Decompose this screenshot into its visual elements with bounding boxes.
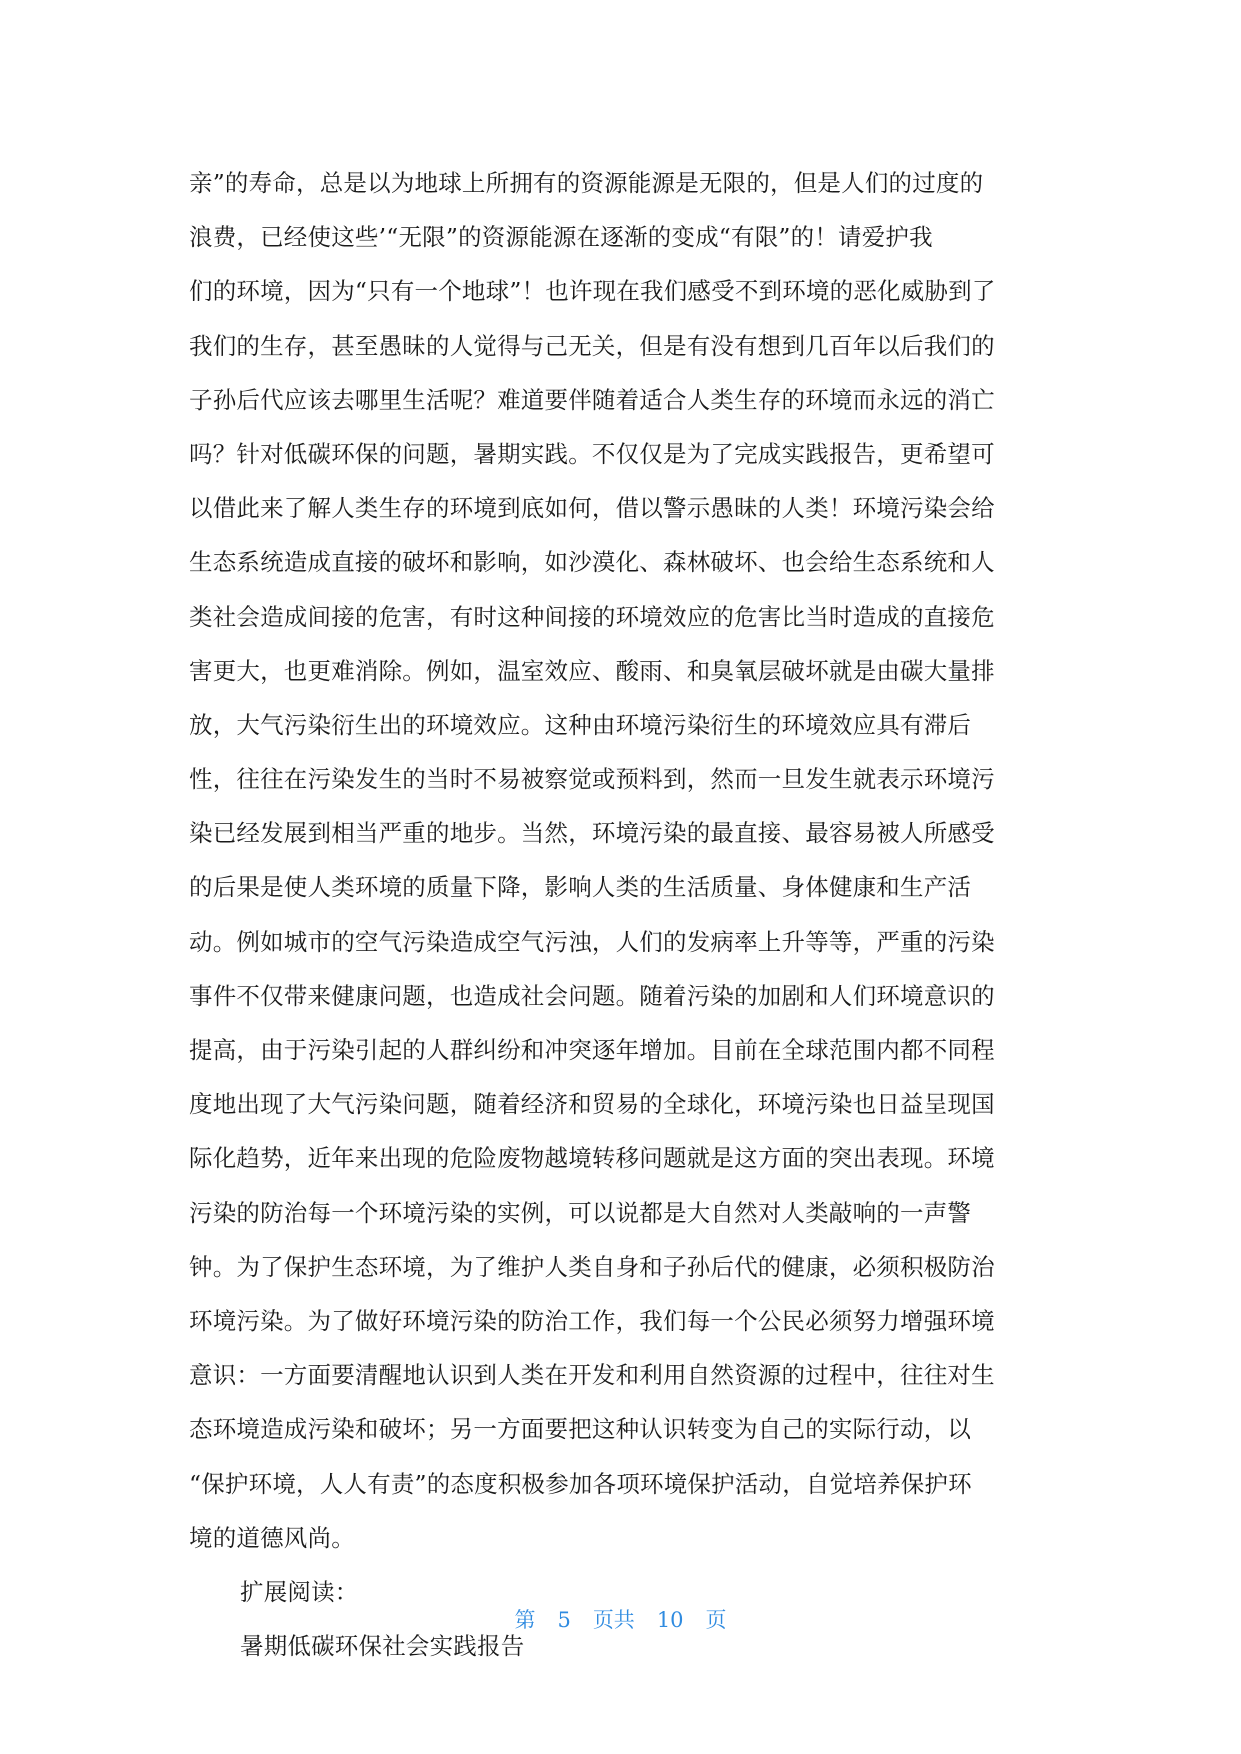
text-line: “保护环境，人人有责”的态度积极参加各项环境保护活动，自觉培养保护环 [189, 1469, 972, 1498]
footer-prefix: 第 [514, 1608, 536, 1632]
extended-reading-label: 扩展阅读： [240, 1577, 359, 1606]
footer-current-page: 5 [557, 1608, 571, 1632]
text-line: 钟。为了保护生态环境，为了维护人类自身和子孙后代的健康，必须积极防治 [189, 1252, 995, 1281]
extended-reading-title: 暑期低碳环保社会实践报告 [240, 1632, 525, 1661]
footer-suffix: 页 [705, 1608, 727, 1632]
text-line: 我们的生存，甚至愚昧的人觉得与己无关，但是有没有想到几百年以后我们的 [189, 331, 995, 360]
text-line: 际化趋势，近年来出现的危险废物越境转移问题就是这方面的突出表现。环境 [189, 1144, 995, 1173]
text-line: 放，大气污染衍生出的环境效应。这种由环境污染衍生的环境效应具有滞后 [189, 710, 972, 739]
page-footer [0, 1604, 1241, 1634]
footer-middle: 页共 [592, 1608, 635, 1632]
text-line: 的后果是使人类环境的质量下降，影响人类的生活质量、身体健康和生产活 [189, 873, 972, 902]
text-line: 度地出现了大气污染问题，随着经济和贸易的全球化，环境污染也日益呈现国 [189, 1090, 995, 1119]
text-line: 染已经发展到相当严重的地步。当然，环境污染的最直接、最容易被人所感受 [189, 819, 995, 848]
text-line: 害更大，也更难消除。例如，温室效应、酸雨、和臭氧层破坏就是由碳大量排 [189, 656, 995, 685]
text-line: 提高，由于污染引起的人群纠纷和冲突逐年增加。目前在全球范围内都不同程 [189, 1036, 995, 1064]
text-line: 性，往往在污染发生的当时不易被察觉或预料到，然而一旦发生就表示环境污 [189, 765, 995, 794]
text-line: 以借此来了解人类生存的环境到底如何，借以警示愚昧的人类！环境污染会给 [189, 494, 995, 523]
text-line: 环境污染。为了做好环境污染的防治工作，我们每一个公民必须努力增强环境 [189, 1306, 995, 1335]
text-line: 子孙后代应该去哪里生活呢？难道要伴随着适合人类生存的环境而永远的消亡 [189, 385, 995, 414]
text-line: 污染的防治每一个环境污染的实例，可以说都是大自然对人类敲响的一声警 [189, 1198, 972, 1227]
text-line: 生态系统造成直接的破坏和影响，如沙漠化、森林破坏、也会给生态系统和人 [189, 548, 995, 577]
text-line: 亲”的寿命，总是以为地球上所拥有的资源能源是无限的，但是人们的过度的 [189, 169, 984, 197]
body-text [189, 156, 1051, 1673]
text-line: 们的环境，因为“只有一个地球”！也许现在我们感受不到环境的恶化威胁到了 [189, 277, 996, 306]
text-line: 事件不仅带来健康问题，也造成社会问题。随着污染的加剧和人们环境意识的 [189, 981, 995, 1010]
text-line: 动。例如城市的空气污染造成空气污浊，人们的发病率上升等等，严重的污染 [189, 927, 995, 956]
text-line: 意识：一方面要清醒地认识到人类在开发和利用自然资源的过程中，往往对生 [189, 1361, 995, 1390]
text-line: 浪费，已经使这些’“无限”的资源能源在逐渐的变成“有限”的！请爱护我 [189, 223, 933, 252]
text-line: 境的道德风尚。 [189, 1523, 355, 1552]
text-line: 态环境造成污染和破坏；另一方面要把这种认识转变为自己的实际行动，以 [189, 1415, 972, 1444]
text-line: 吗？针对低碳环保的问题，暑期实践。不仅仅是为了完成实践报告，更希望可 [189, 439, 995, 468]
footer-total-pages: 10 [656, 1608, 684, 1632]
text-line: 类社会造成间接的危害，有时这种间接的环境效应的危害比当时造成的直接危 [189, 602, 995, 631]
